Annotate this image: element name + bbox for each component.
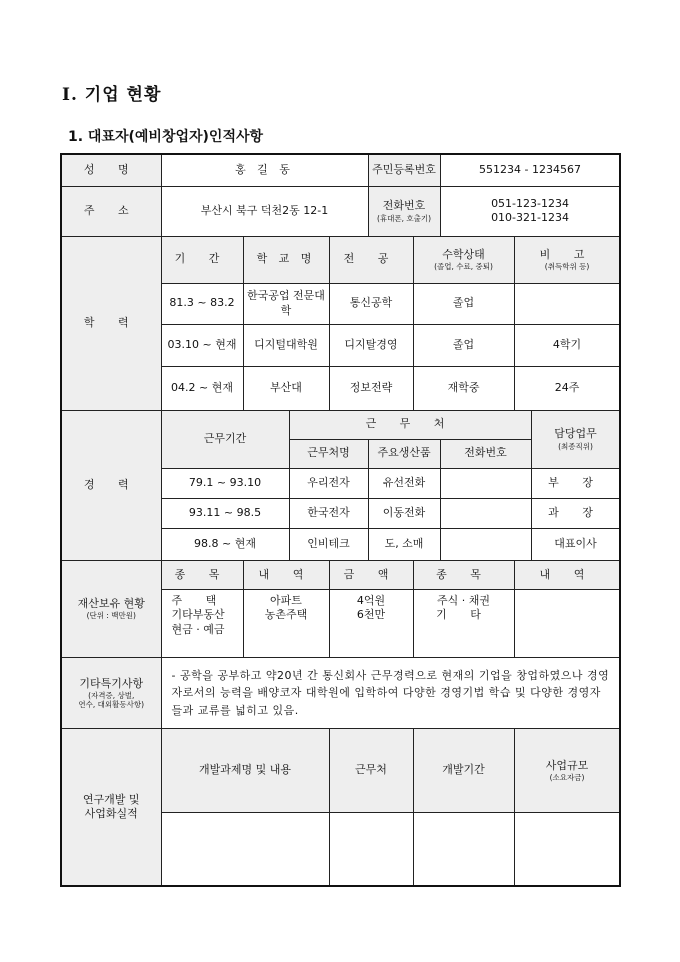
edu-header-status-label: 수학상태 xyxy=(442,247,485,261)
career-duty: 과 장 xyxy=(531,498,620,528)
assets-left-details xyxy=(243,590,329,658)
name-row xyxy=(61,154,620,186)
rnd-header-workplace: 근무처 xyxy=(329,729,413,813)
assets-label: 재산보유 현황 xyxy=(77,597,145,611)
edu-period: 81.3 ~ 83.2 xyxy=(161,283,243,324)
name-value: 홍 길 동 xyxy=(161,154,368,186)
assets-right-items xyxy=(413,590,514,658)
edu-header-note-label: 비 고 xyxy=(539,247,595,261)
rnd-label-1: 연구개발 및 xyxy=(82,792,140,806)
edu-major: 디지탈경영 xyxy=(329,324,413,366)
rnd-header-scale xyxy=(514,729,620,813)
edu-status: 졸업 xyxy=(413,324,514,366)
assets-header-item-left: 종 목 xyxy=(161,560,243,590)
career-period: 79.1 ~ 93.10 xyxy=(161,468,289,498)
career-duty: 부 장 xyxy=(531,468,620,498)
rnd-header-scale-sub: (소요자금) xyxy=(549,773,585,783)
rnd-header-scale-label: 사업규모 xyxy=(545,758,589,772)
career-product: 유선전화 xyxy=(368,468,440,498)
career-period: 93.11 ~ 98.5 xyxy=(161,498,289,528)
edu-major: 정보전략 xyxy=(329,366,413,410)
career-header-phone: 전화번호 xyxy=(440,439,531,468)
edu-header-status-sub: (졸업, 수료, 중퇴) xyxy=(434,262,493,272)
career-phone xyxy=(440,468,531,498)
asset-amount: 6천만 xyxy=(356,608,386,622)
rnd-period xyxy=(413,812,514,886)
asset-amount: 4억원 xyxy=(356,594,386,608)
edu-header-status xyxy=(413,236,514,283)
edu-school: 한국공업 전문대학 xyxy=(243,283,329,324)
special-row xyxy=(61,658,620,729)
edu-header-major: 전 공 xyxy=(329,236,413,283)
special-label: 기타특기사항 xyxy=(79,676,144,690)
rnd-label-cell xyxy=(61,729,161,887)
asset-item: 기 타 xyxy=(436,608,491,622)
career-workplace: 인비테크 xyxy=(289,528,368,560)
special-label-sub-1: (자격증, 상벌, xyxy=(88,691,135,701)
career-header-product: 주요생산품 xyxy=(368,439,440,468)
career-header-row-1 xyxy=(61,410,620,439)
career-workplace: 우리전자 xyxy=(289,468,368,498)
career-phone xyxy=(440,498,531,528)
assets-header-amount-left: 금 액 xyxy=(329,560,413,590)
assets-header-row xyxy=(61,560,620,590)
address-row xyxy=(61,186,620,236)
address-value: 부산시 북구 덕천2동 12-1 xyxy=(161,186,368,236)
special-text: - 공학을 공부하고 약20년 간 통신회사 근무경력으로 현재의 기업을 창업하였으나 경영자로서의 능력을 배양코자 대학원에 입학하여 다양한 경영기법 학습 및 다양한 경영자들과 교류를 넓히고 있음. xyxy=(161,658,620,729)
asset-detail: 농촌주택 xyxy=(264,608,308,622)
special-label-cell xyxy=(61,658,161,729)
rnd-scale xyxy=(514,812,620,886)
phone-values xyxy=(440,186,620,236)
career-label: 경 력 xyxy=(61,410,161,560)
rnd-workplace xyxy=(329,812,413,886)
asset-item: 주 택 xyxy=(171,594,227,608)
phone-value-1: 051-123-1234 xyxy=(491,196,569,210)
phone-label: 전화번호 xyxy=(382,199,426,213)
career-product: 도, 소매 xyxy=(368,528,440,560)
edu-school: 부산대 xyxy=(243,366,329,410)
assets-left-amounts xyxy=(329,590,413,658)
asset-item: 기타부동산 xyxy=(171,608,225,622)
career-header-duty xyxy=(531,410,620,468)
edu-status: 재학중 xyxy=(413,366,514,410)
career-header-workplace: 근무처명 xyxy=(289,439,368,468)
edu-note: 24주 xyxy=(514,366,620,410)
name-label: 성 명 xyxy=(61,154,161,186)
edu-header-period: 기 간 xyxy=(161,236,243,283)
phone-label-sub: (휴대폰, 호출기) xyxy=(376,213,432,223)
asset-detail: 아파트 xyxy=(270,594,302,608)
rnd-label-2: 사업화실적 xyxy=(84,807,138,821)
subsection-heading: 1. 대표자(예비창업자)인적사항 xyxy=(68,129,264,145)
edu-major: 통신공학 xyxy=(329,283,413,324)
career-period: 98.8 ~ 현재 xyxy=(161,528,289,560)
phone-value-2: 010-321-1234 xyxy=(491,211,569,224)
career-workplace: 한국전자 xyxy=(289,498,368,528)
edu-note xyxy=(514,283,620,324)
edu-header-note-sub: (취득학위 등) xyxy=(544,262,590,272)
career-header-period: 근무기간 xyxy=(161,410,289,468)
special-label-sub-2: 연수, 대외활동사항) xyxy=(78,700,145,710)
assets-left-items xyxy=(161,590,243,658)
edu-status: 졸업 xyxy=(413,283,514,324)
assets-header-detail-right: 내 역 xyxy=(514,560,620,590)
edu-header-note xyxy=(514,236,620,283)
rrn-label: 주민등록번호 xyxy=(368,154,440,186)
education-header-row xyxy=(61,236,620,283)
assets-header-item-right: 종 목 xyxy=(413,560,514,590)
edu-school: 디지털대학원 xyxy=(243,324,329,366)
edu-period: 04.2 ~ 현재 xyxy=(161,366,243,410)
career-header-duty-sub: (최종직위) xyxy=(558,441,593,451)
rrn-value: 551234 - 1234567 xyxy=(440,154,620,186)
rnd-project xyxy=(161,812,329,886)
career-product: 이동전화 xyxy=(368,498,440,528)
assets-right-details xyxy=(514,590,620,658)
edu-period: 03.10 ~ 현재 xyxy=(161,324,243,366)
career-header-duty-label: 담당업무 xyxy=(554,427,597,441)
representative-info-table xyxy=(60,153,621,887)
phone-label-cell xyxy=(368,186,440,236)
career-header-workplace-group: 근 무 처 xyxy=(289,410,531,439)
address-label: 주 소 xyxy=(61,186,161,236)
rnd-header-row xyxy=(61,729,620,813)
career-phone xyxy=(440,528,531,560)
section-heading: Ⅰ. 기업 현황 xyxy=(62,85,162,105)
career-duty: 대표이사 xyxy=(531,528,620,560)
assets-label-sub: (단위 : 백만원) xyxy=(86,611,136,621)
edu-note: 4학기 xyxy=(514,324,620,366)
assets-header-detail-left: 내 역 xyxy=(243,560,329,590)
asset-item: 현금 · 예금 xyxy=(171,622,225,636)
rnd-header-project: 개발과제명 및 내용 xyxy=(161,729,329,813)
education-label: 학 력 xyxy=(61,236,161,410)
assets-label-cell xyxy=(61,560,161,658)
asset-item: 주식 · 채권 xyxy=(437,594,490,608)
edu-header-school: 학 교 명 xyxy=(243,236,329,283)
rnd-header-period: 개발기간 xyxy=(413,729,514,813)
